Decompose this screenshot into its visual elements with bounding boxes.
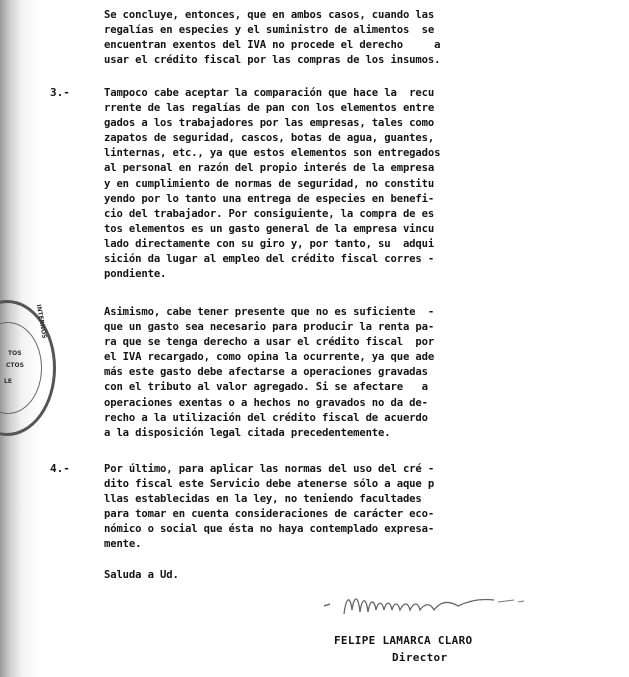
- signer-name: FELIPE LAMARCA CLARO: [334, 634, 473, 647]
- intro-paragraph: Se concluye, entonces, que en ambos casos, cuando las regalías en especies y el suministro de alimentos se encuentran exentos del IVA no procede el derecho a usar el crédito fiscal por las compras de los insumos.: [104, 9, 441, 67]
- seal-text-line: INTERNOS: [34, 303, 48, 340]
- handwritten-signature: [318, 588, 538, 622]
- signer-title: Director: [392, 651, 448, 664]
- seal-text-line: CTOS: [6, 362, 24, 369]
- closing-salutation: Saluda a Ud.: [104, 569, 179, 581]
- item-number-4: 4.-: [50, 462, 70, 475]
- seal-text-line: TOS: [8, 350, 22, 357]
- paragraph-3: Tampoco cabe aceptar la comparación que hace la recu rrente de las regalías de pan con los elementos entre gados a los trabajadores por las empresas, tales como zapatos de seguridad, cascos, botas de agua, guantes, linternas, etc., ya que estos elementos son entregados al personal en razón del propio interés de la empresa y en cumplimiento de normas de seguridad, no constitu yendo por lo tanto una entrega de especies en benefi- cio del trabajador. Por consiguiente, la compra de es tos elementos es un gasto general de la empresa vincu lado directamente con su giro y, por tanto, su adqui sición da lugar al empleo del crédito fiscal corres - pondiente.: [104, 87, 441, 281]
- paragraph-4: Por último, para aplicar las normas del uso del cré - dito fiscal este Servicio debe atenerse sólo a aque p llas establecidas en la ley, no teniendo facultades para tomar en cuenta consideraciones de carácter eco- nómico o social que ésta no haya contemplado expresa- mente.: [104, 463, 435, 551]
- seal-text-line: LE: [4, 378, 12, 385]
- item-number-3: 3.-: [50, 86, 70, 99]
- paragraph-3-continued: Asimismo, cabe tener presente que no es suficiente - que un gasto sea necesario para producir la renta pa- ra que se tenga derecho a usar el crédito fiscal por el IVA recargado, como opina la ocurrente, ya que ade más este gasto debe afectarse a operaciones gravadas con el tributo al valor agregado. Si se afectare a operaciones exentas o a hechos no gravados no da de- recho a la utilización del crédito fiscal de acuerdo a la disposición legal citada precedentemente.: [104, 306, 435, 439]
